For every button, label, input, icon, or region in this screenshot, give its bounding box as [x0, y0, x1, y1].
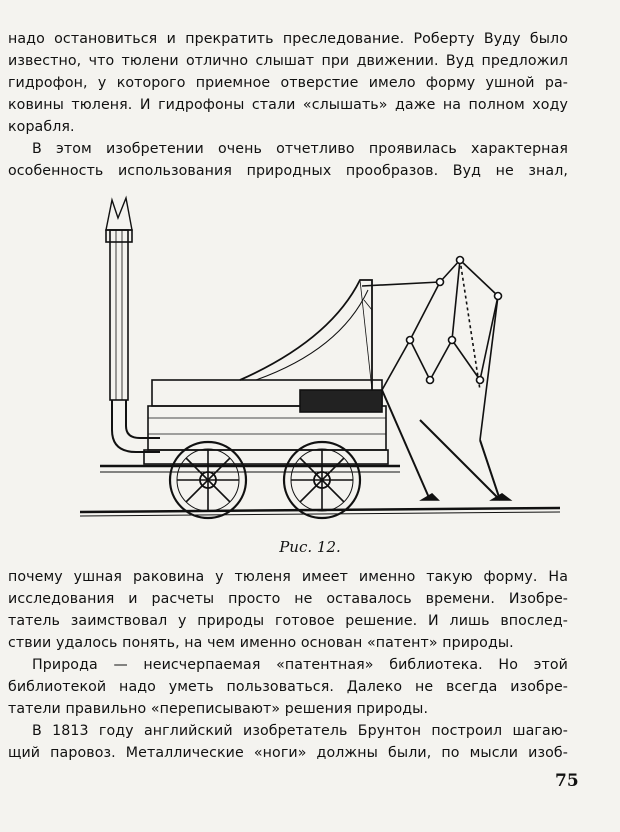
text-line: известно, что тюлени отлично слышат при движении. Вуд предложил [8, 53, 568, 69]
text-line: В этом изобретении очень отчетливо проявилась характерная [32, 141, 568, 157]
text-line: надо остановиться и прекратить преследование. Роберту Вуду было [8, 31, 568, 47]
text-line: ковины тюленя. И гидрофоны стали «слышать» даже на полном ходу [8, 97, 568, 113]
text-line: щий паровоз. Металлические «ноги» должны были, по мысли изоб- [8, 745, 568, 761]
paragraph-bottom-2 [8, 654, 568, 720]
front-wheel [170, 442, 246, 518]
text-line: ствии удалось понять, на чем именно основан «патент» природы. [8, 635, 514, 651]
figure-caption: Рис. 12. [279, 538, 341, 556]
text-line: почему ушная раковина у тюленя имеет именно такую форму. На [8, 569, 568, 585]
text-line: особенность использования природных прообразов. Вуд не знал, [8, 163, 568, 179]
text-line: В 1813 году английский изобретатель Брунтон построил шагаю- [32, 723, 568, 739]
text-line: корабля. [8, 119, 75, 135]
paragraph-top [8, 28, 568, 138]
paragraph-second [8, 138, 568, 182]
text-line: библиотекой надо уметь пользоваться. Далеко не всегда изобре- [8, 679, 568, 695]
walking-locomotive-figure [60, 190, 580, 530]
text-line: татель заимствовал у природы готовое решение. И лишь впослед- [8, 613, 568, 629]
paragraph-bottom-1 [8, 566, 568, 654]
page-number: 75 [555, 771, 579, 791]
text-line: гидрофон, у которого приемное отверстие имело форму ушной ра- [8, 75, 568, 91]
text-line: исследования и расчеты просто не оставалось времени. Изобре- [8, 591, 568, 607]
text-line: татели правильно «переписывают» решения природы. [8, 701, 429, 717]
text-line: Природа — неисчерпаемая «патентная» библиотека. Но этой [32, 657, 568, 673]
rear-wheel [284, 442, 360, 518]
paragraph-bottom-3 [8, 720, 568, 764]
